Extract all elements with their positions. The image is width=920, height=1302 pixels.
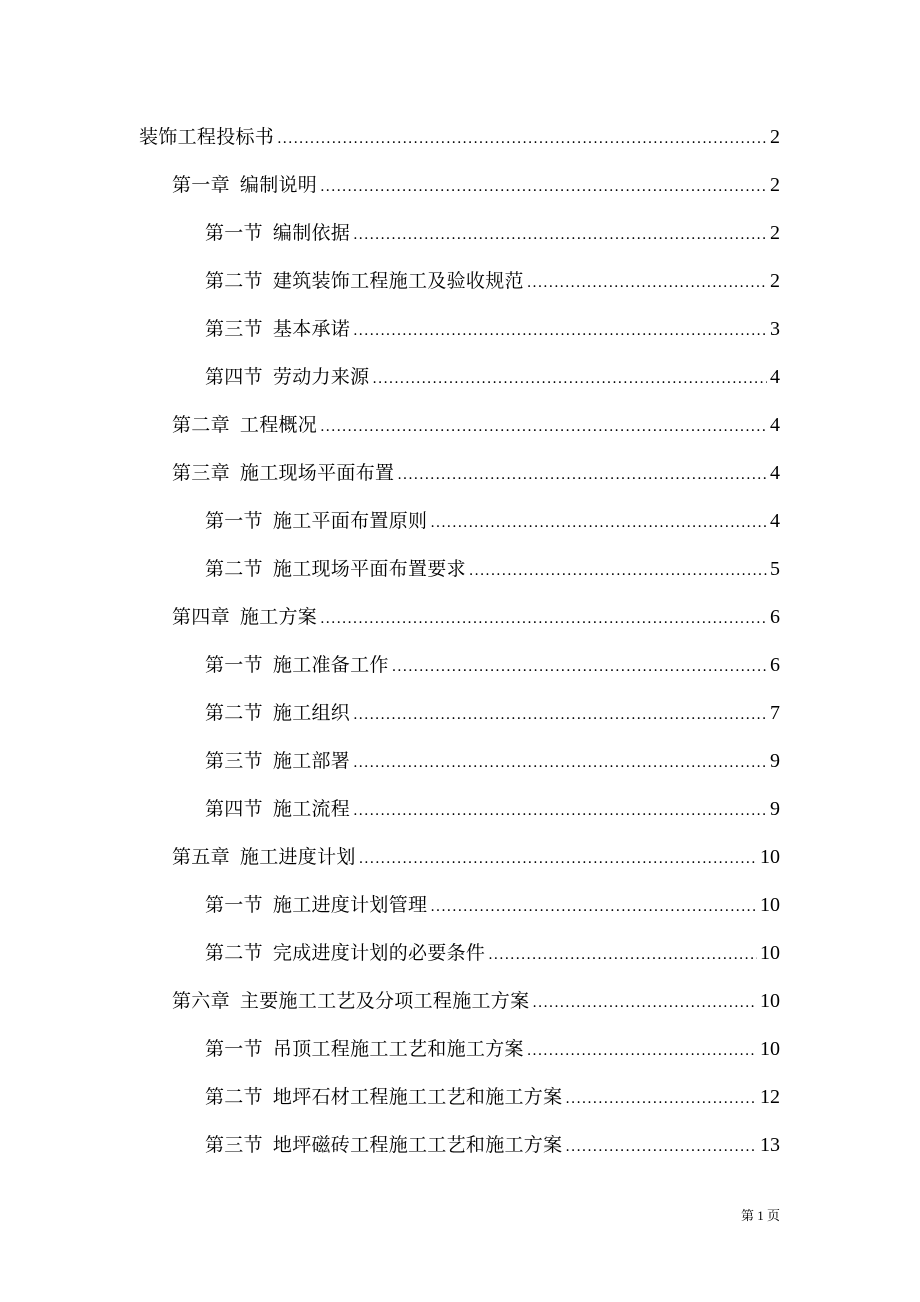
toc-entry-number: 第四节: [205, 366, 263, 388]
toc-entry-number: 第二节: [205, 942, 263, 964]
toc-entry-number: 第二节: [205, 558, 263, 580]
toc-entry-section[interactable]: [205, 314, 780, 344]
toc-page-number: 13: [760, 1134, 780, 1156]
dot-leader: [353, 316, 767, 346]
toc-entry-section[interactable]: [205, 506, 780, 536]
toc-entry-section[interactable]: [205, 1082, 780, 1112]
toc-page-number: 5: [770, 558, 780, 580]
dot-leader: [430, 508, 767, 538]
toc-entry-title-text: 施工平面布置原则: [272, 510, 428, 532]
dot-leader: [527, 1036, 757, 1066]
toc-entry-number: 第三节: [205, 1134, 263, 1156]
toc-entry-number: 第一章: [172, 174, 230, 196]
toc-entry-number: 第四章: [172, 606, 230, 628]
toc-entry-chapter[interactable]: [172, 458, 780, 488]
dot-leader: [397, 460, 767, 490]
toc-entry-section[interactable]: [205, 938, 780, 968]
toc-entry-number: 第三节: [205, 750, 263, 772]
toc-entry-number: 第六章: [172, 990, 230, 1012]
page-footer-number: 第 1 页: [740, 1208, 780, 1223]
toc-entry-number: 第二节: [205, 702, 263, 724]
toc-entry-number: 第一节: [205, 510, 263, 532]
toc-page-number: 7: [770, 702, 780, 724]
toc-page-number: 10: [760, 942, 780, 964]
toc-page-number: 9: [770, 798, 780, 820]
toc-entry-title-text: 劳动力来源: [272, 366, 370, 388]
toc-entry-section[interactable]: [205, 890, 780, 920]
toc-entry-chapter[interactable]: [172, 170, 780, 200]
toc-entry-section[interactable]: [205, 794, 780, 824]
toc-page-number: 9: [770, 750, 780, 772]
toc-entry-section[interactable]: [205, 554, 780, 584]
toc-entry-title-text: 基本承诺: [272, 318, 351, 340]
toc-entry-chapter[interactable]: [172, 602, 780, 632]
toc-entry-title-text: 主要施工工艺及分项工程施工方案: [239, 990, 530, 1012]
toc-entry-title-text: 施工方案: [239, 606, 318, 628]
dot-leader: [469, 556, 767, 586]
toc-page-number: 3: [770, 318, 780, 340]
dot-leader: [532, 988, 757, 1018]
dot-leader: [320, 604, 767, 634]
toc-entry-title-text: 装饰工程投标书: [139, 126, 275, 148]
toc-entry-number: 第二节: [205, 1086, 263, 1108]
toc-entry-number: 第五章: [172, 846, 230, 868]
toc-page-number: 10: [760, 990, 780, 1012]
toc-page-number: 4: [770, 414, 780, 436]
toc-entry-chapter[interactable]: [172, 842, 780, 872]
toc-entry-title-text: 地坪石材工程施工工艺和施工方案: [272, 1086, 563, 1108]
toc-page-number: 6: [770, 606, 780, 628]
toc-entry-number: 第二章: [172, 414, 230, 436]
toc-entry-title-text: 编制依据: [272, 222, 351, 244]
toc-page-number: 2: [770, 222, 780, 244]
dot-leader: [527, 268, 767, 298]
toc-entry-title-text: 完成进度计划的必要条件: [272, 942, 486, 964]
toc-entry-number: 第二节: [205, 270, 263, 292]
toc-entry-title-text: 建筑装饰工程施工及验收规范: [272, 270, 524, 292]
toc-entry-title-text: 施工进度计划: [239, 846, 356, 868]
toc-page-number: 4: [770, 510, 780, 532]
toc-page-number: 6: [770, 654, 780, 676]
dot-leader: [353, 796, 767, 826]
toc-entry-number: 第一节: [205, 1038, 263, 1060]
dot-leader: [372, 364, 767, 394]
dot-leader: [277, 124, 767, 154]
dot-leader: [353, 220, 767, 250]
toc-entry-title-text: 施工现场平面布置: [239, 462, 395, 484]
toc-entry-title-text: 施工现场平面布置要求: [272, 558, 466, 580]
toc-entry-chapter[interactable]: [172, 410, 780, 440]
toc-entry-title-text: 施工组织: [272, 702, 351, 724]
toc-entry-title-text: 工程概况: [239, 414, 318, 436]
toc-entry-chapter[interactable]: [172, 986, 780, 1016]
toc-entry-section[interactable]: [205, 266, 780, 296]
toc-page-number: 10: [760, 1038, 780, 1060]
toc-entry-number: 第一节: [205, 654, 263, 676]
toc-entry-title[interactable]: [139, 122, 780, 152]
toc-entry-section[interactable]: [205, 1130, 780, 1160]
toc-page-number: 4: [770, 366, 780, 388]
dot-leader: [320, 412, 767, 442]
dot-leader: [565, 1132, 757, 1162]
toc-entry-title-text: 施工进度计划管理: [272, 894, 428, 916]
toc-entry-number: 第一节: [205, 222, 263, 244]
toc-entry-number: 第三节: [205, 318, 263, 340]
toc-entry-number: 第三章: [172, 462, 230, 484]
dot-leader: [392, 652, 767, 682]
toc-entry-number: 第一节: [205, 894, 263, 916]
toc-entry-title-text: 编制说明: [239, 174, 318, 196]
dot-leader: [320, 172, 767, 202]
toc-entry-section[interactable]: [205, 1034, 780, 1064]
toc-entry-section[interactable]: [205, 362, 780, 392]
toc-entry-section[interactable]: [205, 650, 780, 680]
dot-leader: [353, 700, 767, 730]
toc-entry-section[interactable]: [205, 698, 780, 728]
toc-entry-title-text: 地坪磁砖工程施工工艺和施工方案: [272, 1134, 563, 1156]
toc-page-number: 4: [770, 462, 780, 484]
toc-page-number: 10: [760, 894, 780, 916]
toc-entry-number: 第四节: [205, 798, 263, 820]
toc-entry-title-text: 施工部署: [272, 750, 351, 772]
toc-entry-title-text: 施工流程: [272, 798, 351, 820]
toc-entry-title-text: 施工准备工作: [272, 654, 389, 676]
dot-leader: [565, 1084, 757, 1114]
toc-page-number: 12: [760, 1086, 780, 1108]
toc-page-number: 2: [770, 126, 780, 148]
dot-leader: [430, 892, 757, 922]
toc-entry-section[interactable]: [205, 218, 780, 248]
dot-leader: [488, 940, 757, 970]
toc-entry-section[interactable]: [205, 746, 780, 776]
dot-leader: [353, 748, 767, 778]
toc-page-number: 2: [770, 270, 780, 292]
toc-entry-title-text: 吊顶工程施工工艺和施工方案: [272, 1038, 524, 1060]
dot-leader: [359, 844, 757, 874]
toc-page-number: 2: [770, 174, 780, 196]
toc-page-number: 10: [760, 846, 780, 868]
